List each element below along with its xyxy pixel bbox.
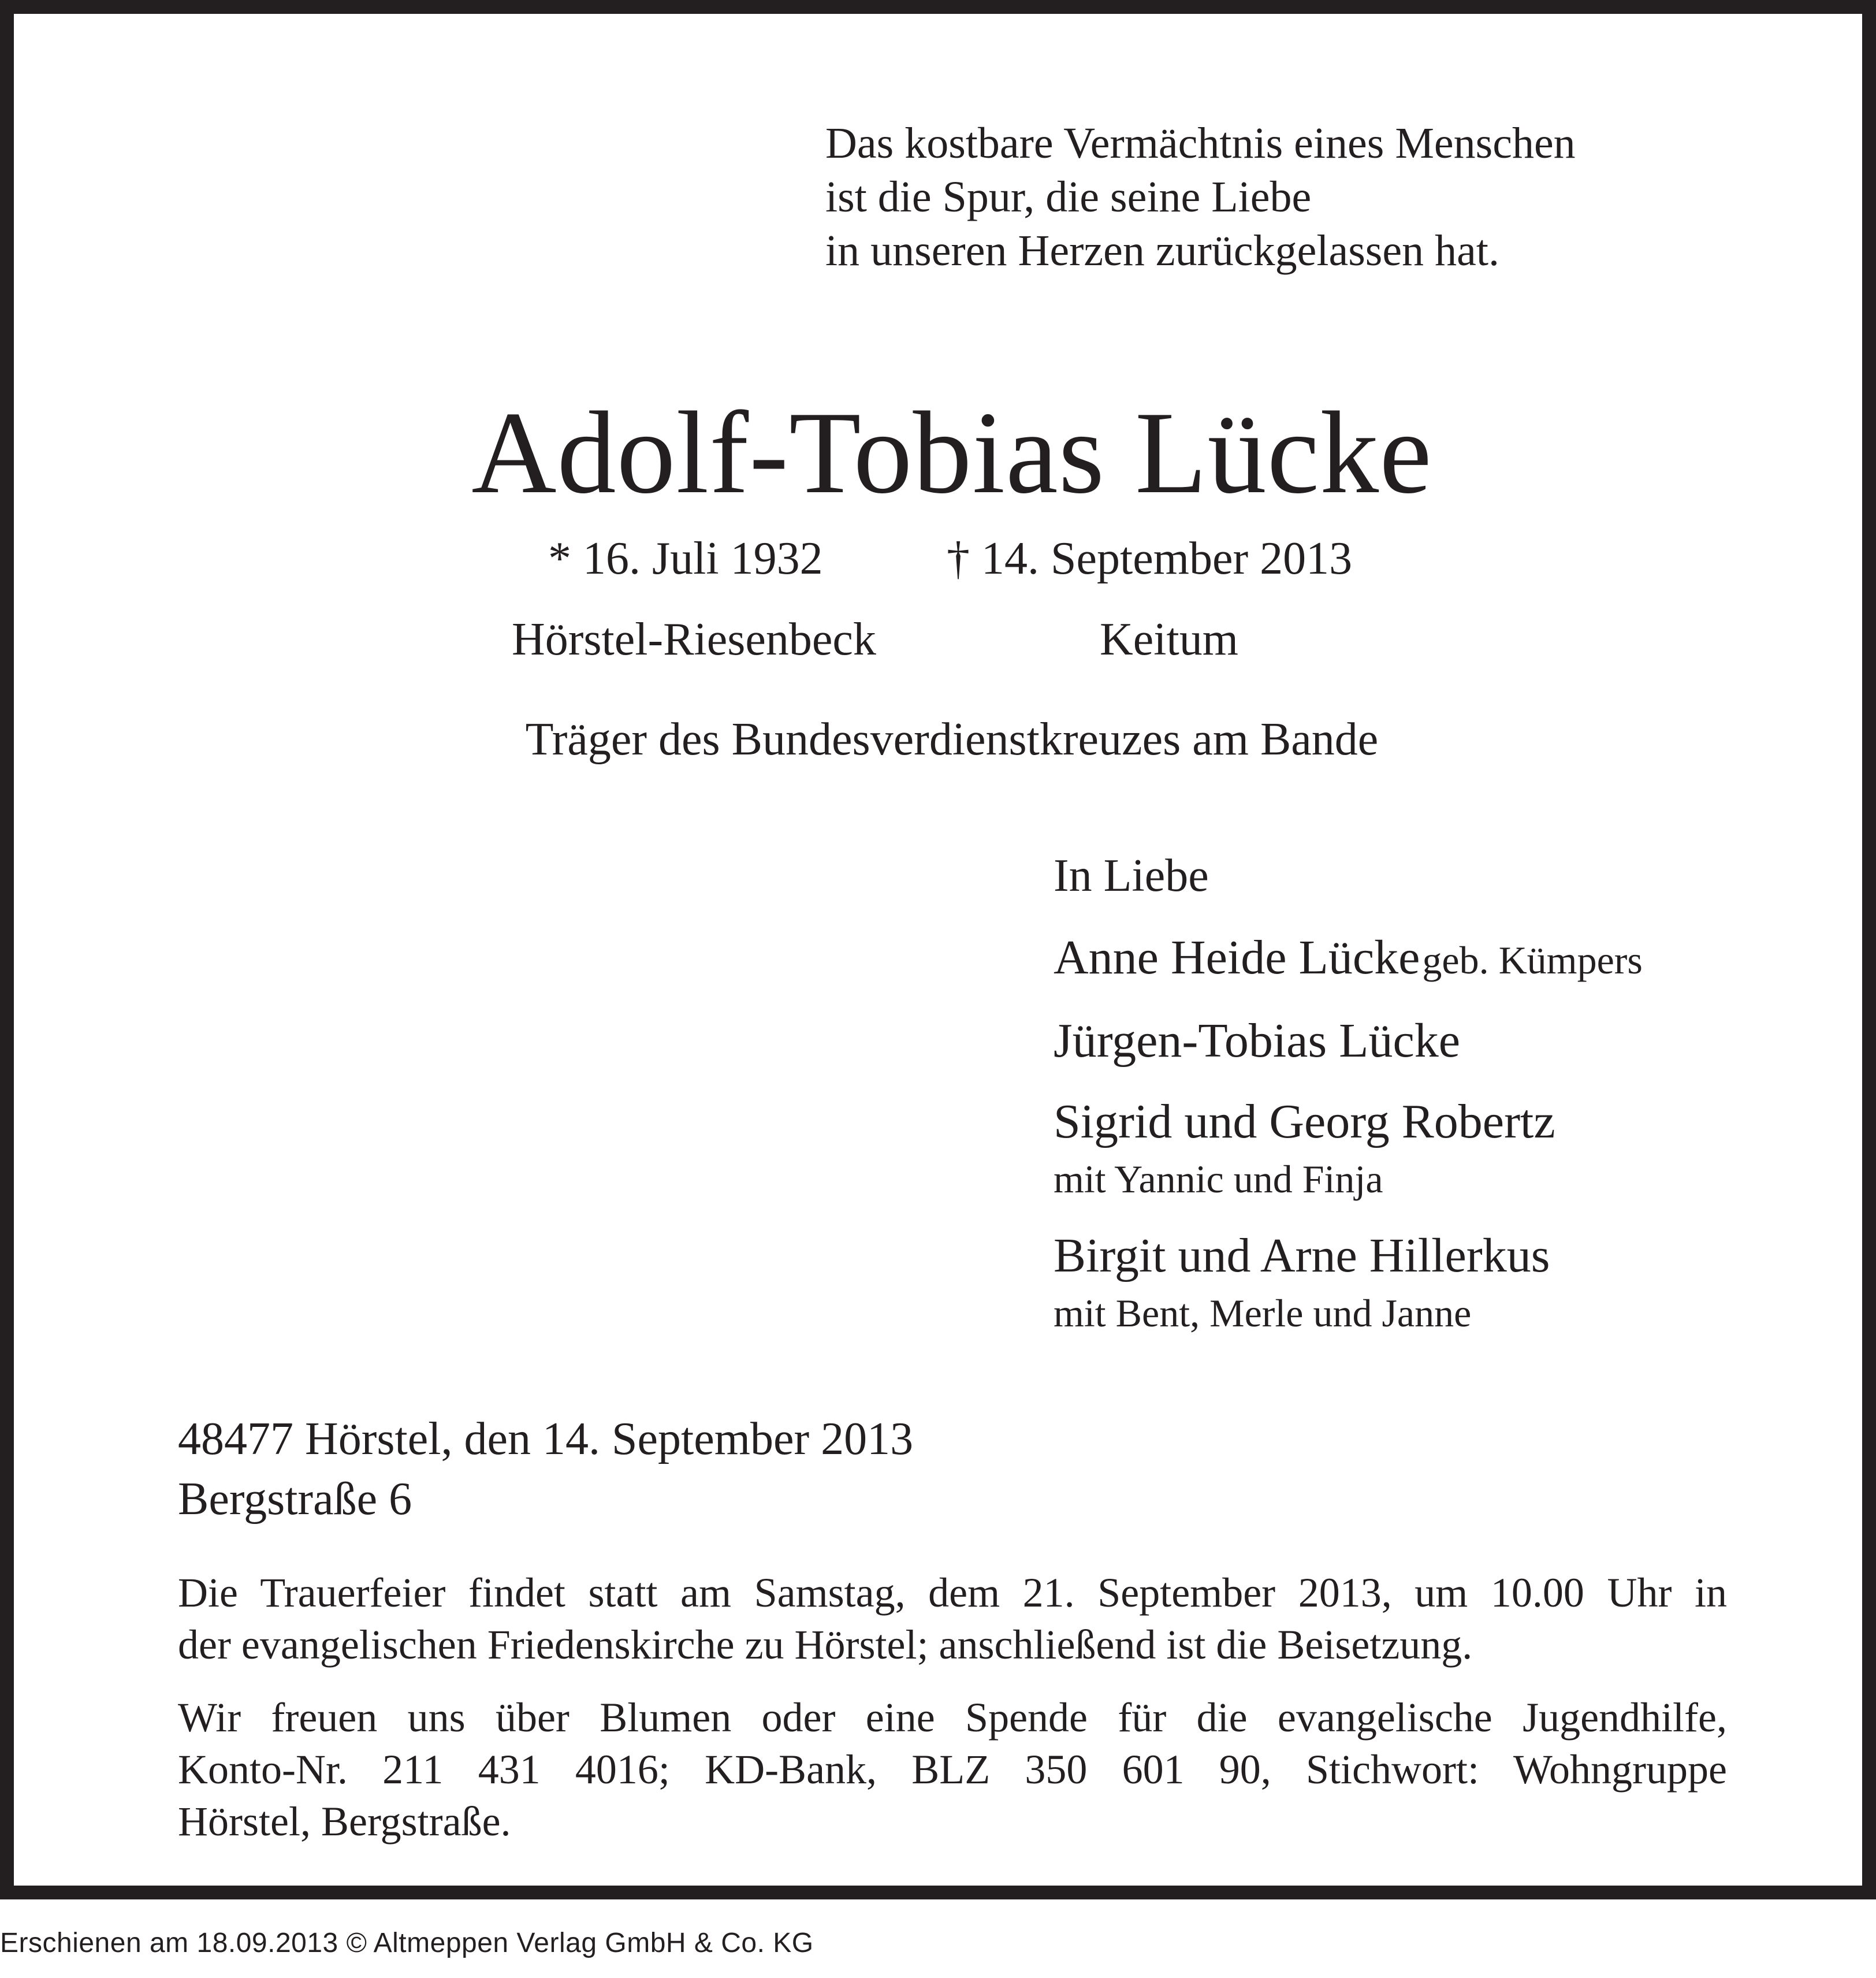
ceremony-line: Die Trauerfeier findet statt am Samstag, dem 21. September 2013, um 10.00 Uhr in [178,1570,1727,1616]
address-place-date: 48477 Hörstel, den 14. September 2013 [178,1414,914,1464]
family-address [178,1409,913,1529]
death-place: Keitum [1100,614,1238,665]
mourner-name: Jürgen-Tobias Lücke [1054,1014,1461,1068]
quote-line: Das kostbare Vermächtnis eines Menschen [825,119,1576,168]
ceremony-line: der evangelischen Friedenskirche zu Hörstel; anschließend ist die Beisetzung. [178,1622,1473,1668]
deceased-name: Adolf-Tobias Lücke [471,388,1432,518]
mourner-name: Anne Heide Lücke [1054,931,1420,984]
mourner-children: mit Bent, Merle und Janne [1054,1291,1472,1335]
mourners-intro: In Liebe [1054,850,1209,901]
mourner-suffix: geb. Kümpers [1422,938,1643,982]
publication-footer: Erschienen am 18.09.2013 © Altmeppen Verlag GmbH & Co. KG [0,1928,814,1958]
honor-line: Träger des Bundesverdienstkreuzes am Bande [525,714,1379,765]
donation-notice [178,1691,1727,1847]
donation-line: Wir freuen uns über Blumen oder eine Spende für die evangelische Jugendhilfe, [178,1694,1727,1741]
birth-date: * 16. Juli 1932 [548,533,823,584]
mourners-list [1054,848,1643,1361]
mourner-entry [1054,929,1643,989]
mourner-entry [1054,1093,1643,1204]
donation-line: Konto-Nr. 211 431 4016; KD-Bank, BLZ 350 601 90, Stichwort: Wohngruppe [178,1746,1727,1793]
mourner-children: mit Yannic und Finja [1054,1157,1383,1201]
mourner-name: Sigrid und Georg Robertz [1054,1095,1555,1148]
death-date: † 14. September 2013 [947,533,1353,584]
ceremony-notice [178,1567,1727,1671]
mourner-entry [1054,1227,1643,1338]
birth-place: Hörstel-Riesenbeck [512,614,876,665]
address-street: Bergstraße 6 [178,1474,412,1525]
memorial-quote [825,117,1576,278]
donation-line: Hörstel, Bergstraße. [178,1798,511,1845]
quote-line: ist die Spur, die seine Liebe [825,173,1312,221]
mourner-entry [1054,1012,1643,1070]
mourner-name: Birgit und Arne Hillerkus [1054,1229,1550,1282]
quote-line: in unseren Herzen zurückgelassen hat. [825,226,1499,275]
